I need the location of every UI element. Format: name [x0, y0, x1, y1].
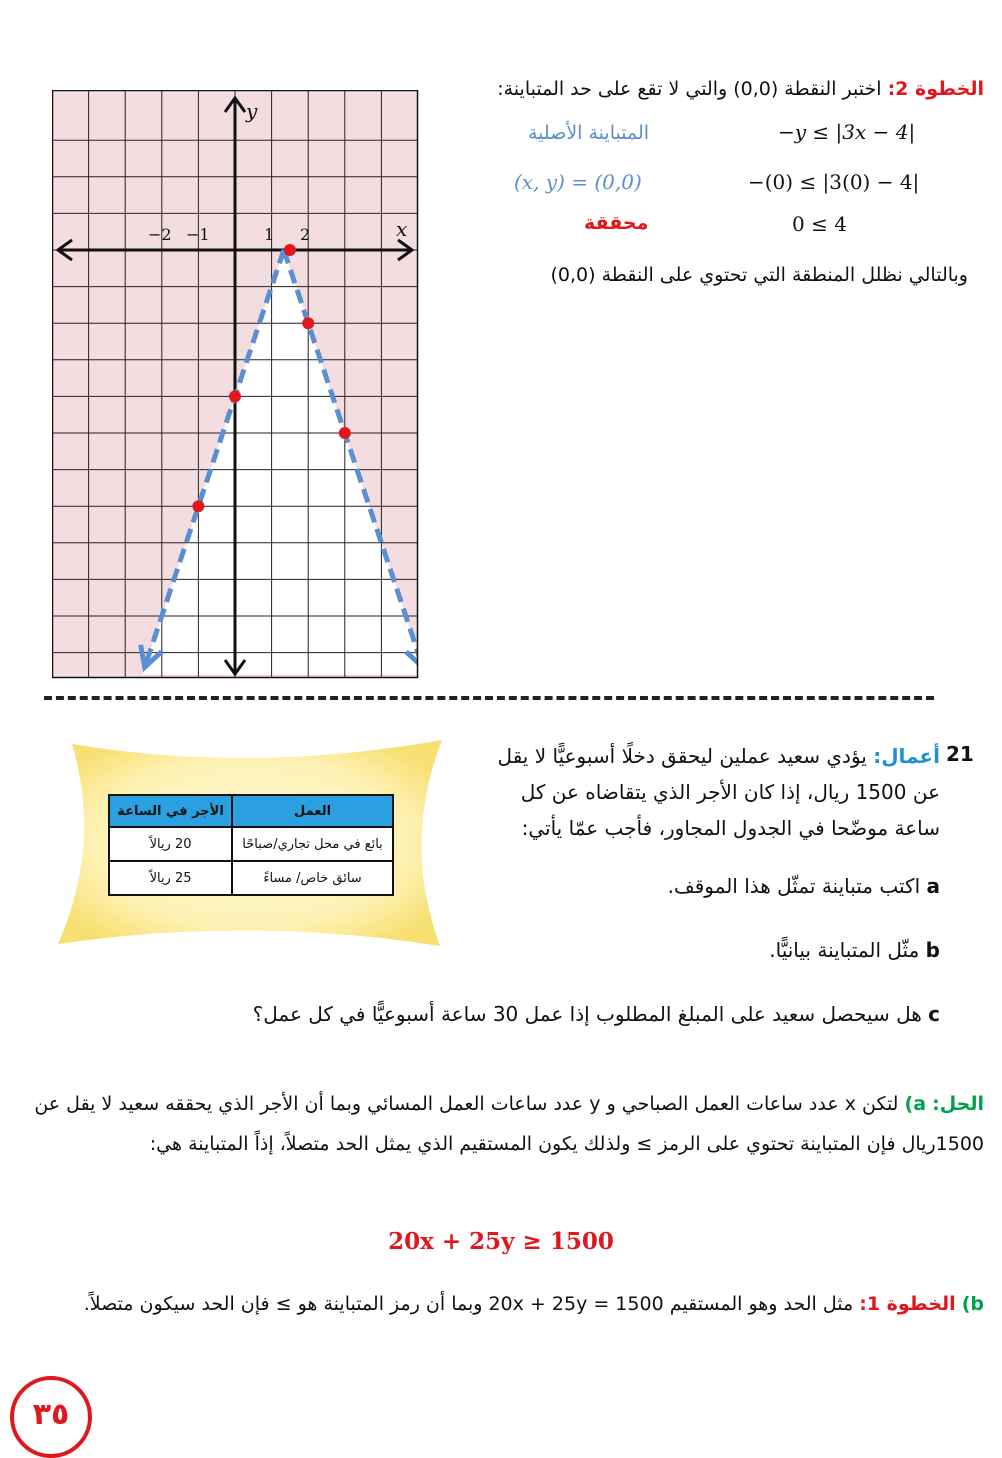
part-letter: a [926, 874, 940, 898]
part-letter: c [928, 1002, 940, 1026]
step2-label: الخطوة 2: [887, 78, 984, 100]
solution-part-a-letter: a) [904, 1093, 927, 1115]
problem-part-b [769, 938, 940, 962]
table-row [109, 861, 393, 895]
ineq-note-substitution: (x, y) = (0,0) [514, 170, 642, 194]
header-wage: الأجر في الساعة [109, 795, 232, 827]
inequality-graph [52, 90, 422, 682]
plotted-point [229, 390, 241, 402]
solution-step1-label: الخطوة 1: [859, 1293, 956, 1315]
part-text: مثّل المتباينة بيانيًّا. [769, 938, 920, 962]
x-tick-label: 1 [264, 225, 275, 244]
table-row [109, 827, 393, 861]
problem-title: أعمال: [873, 744, 940, 768]
plotted-point [192, 500, 204, 512]
section-divider [44, 696, 934, 700]
solution-inequality: 20x + 25y ≥ 1500 [388, 1228, 614, 1255]
ineq-note-original: المتباينة الأصلية [528, 122, 650, 144]
step2-text: اختبر النقطة (0,0) والتي لا تقع على حد المتباينة: [497, 78, 882, 100]
cell-wage: 25 ريالاً [109, 861, 232, 895]
ineq-note-satisfied: محققة [584, 212, 649, 234]
step2-conclusion: وبالتالي نظلل المنطقة التي تحتوي على النقطة (0,0) [550, 264, 968, 286]
plotted-point [302, 317, 314, 329]
step2-instruction [424, 78, 984, 100]
solution-part-b [18, 1284, 984, 1324]
ineq-math-substitution: −(0) ≤ |3(0) − 4| [748, 170, 920, 194]
x-axis-label: x [396, 217, 408, 241]
problem-body: يؤدي سعيد عملين ليحقق دخلًا أسبوعيًّا لا يقل عن 1500 ريال، إذا كان الأجر الذي يتقاضاه عن كل ساعة موضّحا في الجدول المجاور، فأجب عمّا يأتي: [497, 744, 940, 840]
wage-table [108, 794, 394, 896]
ineq-math-result: 0 ≤ 4 [792, 212, 847, 236]
page-number-badge: ٣٥ [10, 1376, 92, 1458]
part-letter: b [925, 938, 940, 962]
problem-part-a [668, 874, 940, 898]
solution-label: الحل: [932, 1093, 984, 1115]
x-tick-label: −1 [186, 225, 210, 244]
plotted-point [339, 427, 351, 439]
cell-job: سائق خاص/ مساءً [232, 861, 393, 895]
plotted-point [284, 244, 296, 256]
cell-job: بائع في محل تجاري/صباحًا [232, 827, 393, 861]
header-job: العمل [232, 795, 393, 827]
x-tick-label: −2 [148, 225, 172, 244]
part-text: هل سيحصل سعيد على المبلغ المطلوب إذا عمل 30 ساعة أسبوعيًّا في كل عمل؟ [252, 1002, 922, 1026]
y-axis-label: y [246, 99, 258, 123]
solution-part-b-text: مثل الحد وهو المستقيم 20x + 25y = 1500 وبما أن رمز المتباينة هو ≥ فإن الحد سيكون متصلاً. [83, 1293, 854, 1315]
x-tick-label: 2 [300, 225, 311, 244]
solution-part-a [18, 1084, 984, 1164]
solution-part-a-text: لتكن x عدد ساعات العمل الصباحي و y عدد ساعات العمل المسائي وبما أن الأجر الذي يحققه سعيد لا يقل عن 1500ريال فإن المتباينة تحتوي على الرمز ≥ ولذلك يكون المستقيم الذي يمثل الحد متصلاً، إذاً المتباينة هي: [34, 1093, 984, 1155]
table-header-row [109, 795, 393, 827]
ineq-math-original: −y ≤ |3x − 4| [778, 120, 916, 144]
solution-part-b-letter: b) [961, 1293, 984, 1315]
cell-wage: 20 ريالاً [109, 827, 232, 861]
part-text: اكتب متباينة تمثّل هذا الموقف. [667, 874, 921, 898]
problem-part-c [253, 1002, 940, 1026]
problem-statement [470, 738, 940, 846]
problem-number: 21 [946, 742, 974, 766]
